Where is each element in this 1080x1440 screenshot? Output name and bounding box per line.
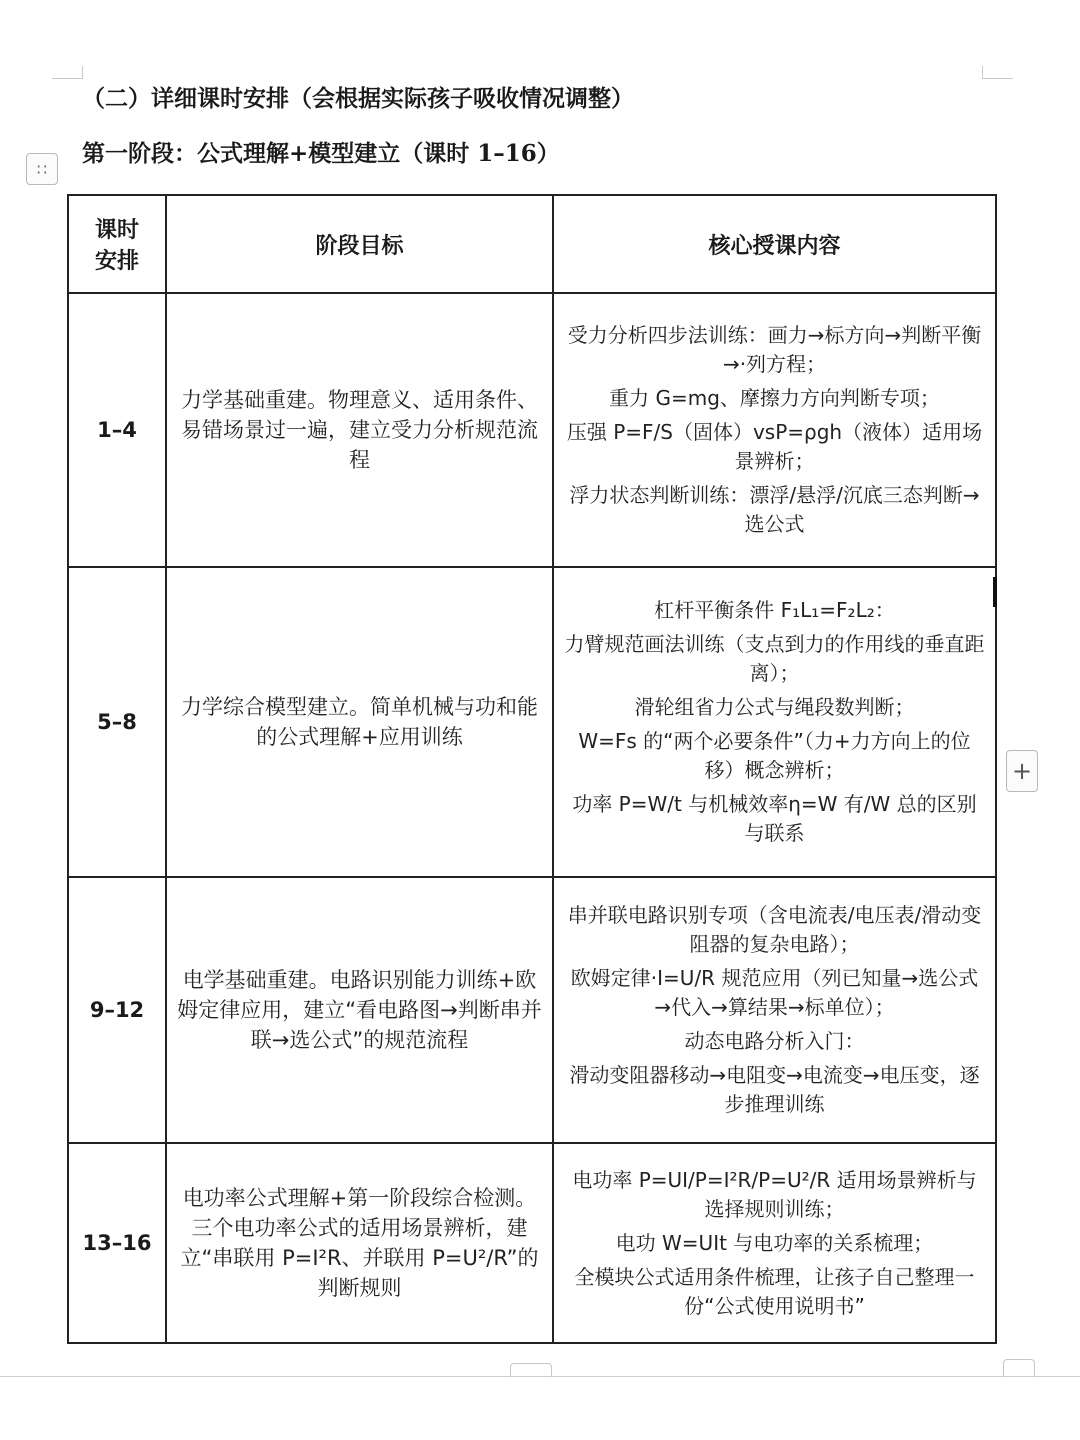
table-header-row [68,195,996,293]
goal-cell: 力学综合模型建立。简单机械与功和能的公式理解+应用训练 [166,567,553,877]
content-item: 电功率 P=UI/P=I²R/P=U²/R 适用场景辨析与选择规则训练； [572,1167,977,1221]
content-item: 动态电路分析入门： [684,1029,865,1053]
plus-icon[interactable]: + [1006,750,1038,792]
text-cursor [993,577,997,607]
lesson-cell: 13–16 [68,1143,166,1343]
page-corner-mark-right [982,66,1013,79]
content-item: 浮力状态判断训练：漂浮/悬浮/沉底三态判断→选公式 [569,483,980,536]
content-cell [553,877,996,1143]
goal-cell: 力学基础重建。物理意义、适用条件、易错场景过一遍，建立受力分析规范流程 [166,293,553,567]
lesson-cell: 9–12 [68,877,166,1143]
content-item: 受力分析四步法训练：画力→标方向→判断平衡→·列方程； [567,323,982,376]
move-grid-icon[interactable]: ∷ [26,153,58,185]
table-row [68,1143,996,1343]
lesson-plan-table [67,194,997,1344]
lesson-cell: 5–8 [68,567,166,877]
table-row [68,877,996,1143]
content-item: W=Fs 的“两个必要条件”（力+力方向上的位移）概念辨析； [578,729,971,782]
goal-cell: 电功率公式理解+第一阶段综合检测。三个电功率公式的适用场景辨析，建立“串联用 P=I²R、并联用 P=U²/R”的判断规则 [166,1143,553,1343]
next-page-tab [1003,1359,1035,1377]
table-row [68,293,996,567]
header-lesson: 课时安排 [68,195,166,293]
content-item: 重力 G=mg、摩擦力方向判断专项； [609,386,940,410]
content-item: 杠杆平衡条件 F₁L₁=F₂L₂： [654,598,895,622]
content-item: 欧姆定律·I=U/R 规范应用（列已知量→选公式→代入→算结果→标单位）； [570,966,979,1019]
table-row [68,567,996,877]
content-item: 压强 P=F/S（固体）vsP=ρgh（液体）适用场景辨析； [566,420,983,473]
content-item: 功率 P=W/t 与机械效率η=W 有/W 总的区别与联系 [572,792,977,845]
lesson-cell: 1–4 [68,293,166,567]
next-page-handle [510,1363,552,1377]
section-heading: （二）详细课时安排（会根据实际孩子吸收情况调整） [82,85,634,112]
stage-title: 第一阶段：公式理解+模型建立（课时 1–16） [82,140,560,167]
content-item: 力臂规范画法训练（支点到力的作用线的垂直距离）； [564,632,985,685]
content-cell [553,1143,996,1343]
content-cell [553,293,996,567]
content-item: 全模块公式适用条件梳理，让孩子自己整理一份“公式使用说明书” [574,1264,975,1318]
goal-cell: 电学基础重建。电路识别能力训练+欧姆定律应用，建立“看电路图→判断串并联→选公式”的规范流程 [166,877,553,1143]
header-goal: 阶段目标 [166,195,553,293]
content-item: 滑轮组省力公式与绳段数判断； [634,695,915,719]
content-item: 滑动变阻器移动→电阻变→电流变→电压变，逐步推理训练 [569,1063,980,1116]
header-content: 核心授课内容 [553,195,996,293]
content-item: 串并联电路识别专项（含电流表/电压表/滑动变阻器的复杂电路）； [567,903,982,956]
content-item: 电功 W=UIt 与电功率的关系梳理； [615,1230,934,1255]
content-cell [553,567,996,877]
page-corner-mark-left [52,66,83,79]
